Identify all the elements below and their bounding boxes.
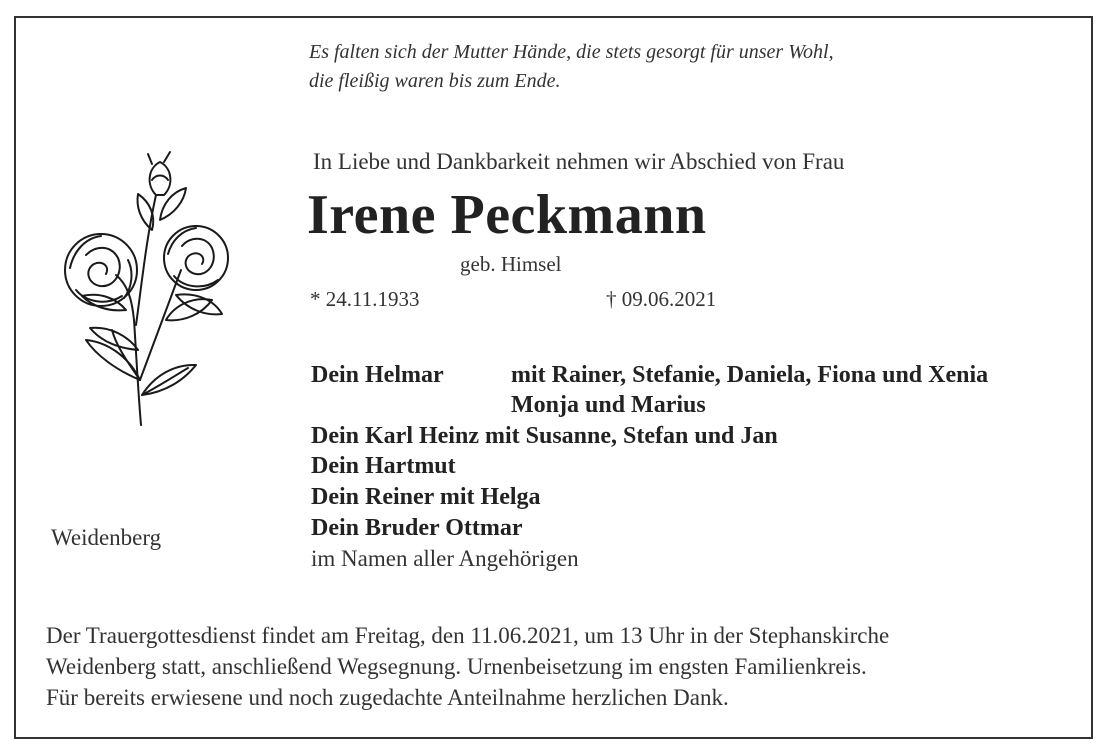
service-line-2: Weidenberg statt, anschließend Wegsegnung. Urnenbeisetzung im engsten Familienkreis. xyxy=(46,654,867,679)
death-date: † 09.06.2021 xyxy=(606,287,717,311)
intro-text: In Liebe und Dankbarkeit nehmen wir Abschied von Frau xyxy=(313,149,845,174)
mourner-reiner: Dein Reiner mit Helga xyxy=(311,484,541,510)
service-notice xyxy=(46,620,889,713)
service-line-1: Der Trauergottesdienst findet am Freitag, den 11.06.2021, um 13 Uhr in der Stephanskirche xyxy=(46,623,890,648)
service-line-3: Für bereits erwiesene und noch zugedachte Anteilnahme herzlichen Dank. xyxy=(46,685,729,710)
town-name: Weidenberg xyxy=(51,525,162,550)
mourner-karl-heinz: Dein Karl Heinz mit Susanne, Stefan und Jan xyxy=(311,423,778,449)
maiden-name: geb. Himsel xyxy=(460,252,562,276)
motto-line-2: die fleißig waren bis zum Ende. xyxy=(309,70,561,92)
mourner-helmar-family-1: mit Rainer, Stefanie, Daniela, Fiona und Xenia xyxy=(511,362,989,388)
motto-verse xyxy=(309,38,834,96)
mourner-hartmut: Dein Hartmut xyxy=(311,453,456,479)
rose-icon xyxy=(56,150,236,430)
mourner-helmar: Dein Helmar xyxy=(311,362,444,388)
mourner-helmar-family-2: Monja und Marius xyxy=(511,392,706,418)
deceased-name: Irene Peckmann xyxy=(307,184,707,246)
birth-date: * 24.11.1933 xyxy=(310,287,420,311)
all-relatives: im Namen aller Angehörigen xyxy=(311,546,579,571)
mourner-ottmar: Dein Bruder Ottmar xyxy=(311,515,523,541)
motto-line-1: Es falten sich der Mutter Hände, die stets gesorgt für unser Wohl, xyxy=(309,41,834,63)
